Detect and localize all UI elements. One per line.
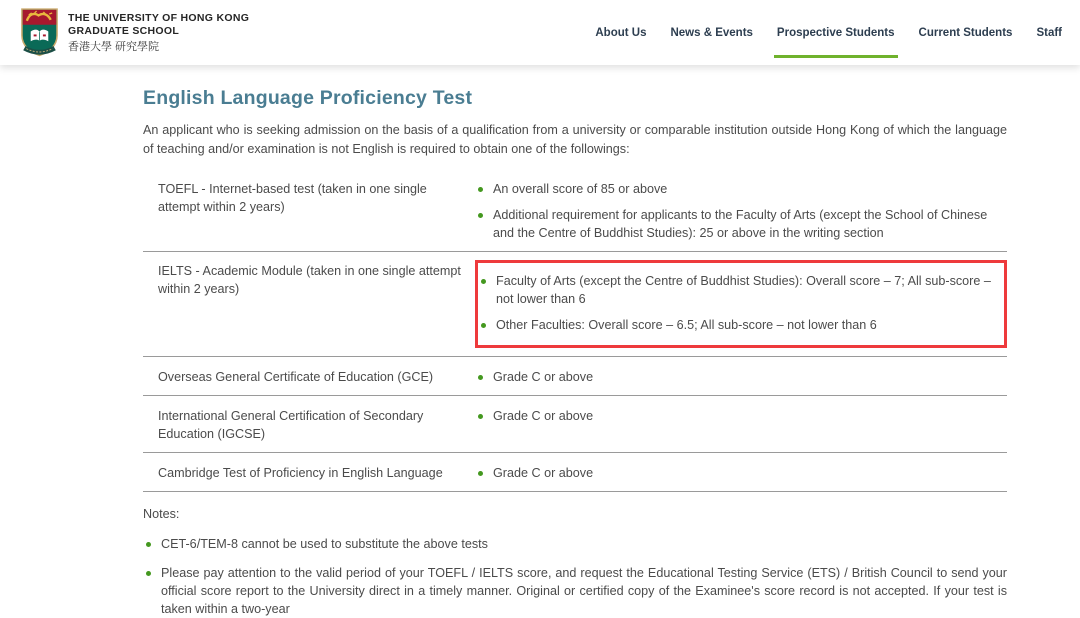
requirement-item: Additional requirement for applicants to the Faculty of Arts (except the School of Chinese and the Centre of Buddhist Studies): 25 or above in the writing section — [475, 206, 1007, 242]
table-row-gce — [143, 357, 1007, 396]
requirements-cell — [475, 368, 1007, 386]
requirement-item: Other Faculties: Overall score – 6.5; All sub-score – not lower than 6 — [478, 316, 994, 334]
logo-line-chinese: 香港大學 研究學院 — [68, 40, 160, 53]
nav-item-prospective-students[interactable]: Prospective Students — [777, 23, 895, 43]
requirement-item: Grade C or above — [475, 464, 1007, 482]
intro-paragraph: An applicant who is seeking admission on the basis of a qualification from a university or comparable institution outside Hong Kong of which the language of teaching and/or examination is not English is required to obtain one of the followings: — [143, 123, 1007, 156]
note-item: CET-6/TEM-8 cannot be used to substitute the above tests — [143, 535, 1007, 553]
test-name-cell: Cambridge Test of Proficiency in English Language — [158, 466, 443, 480]
notes-heading: Notes: — [143, 507, 180, 521]
highlight-box — [475, 260, 1007, 348]
note-item: Please pay attention to the valid period of your TOEFL / IELTS score, and request the Educational Testing Service (ETS) / British Council to send your official score report to the University direct in a timely manner. Original or certified copy of the Examinee's score record is not accepted. If your test is taken within a two-year — [143, 564, 1007, 618]
test-name-cell: International General Certification of Secondary Education (IGCSE) — [158, 409, 424, 441]
main-content — [0, 65, 1080, 618]
test-name-cell: IELTS - Academic Module (taken in one single attempt within 2 years) — [158, 264, 461, 296]
nav-item-news-events[interactable]: News & Events — [670, 26, 753, 39]
requirement-item: Faculty of Arts (except the Centre of Buddhist Studies): Overall score – 7; All sub-score – not lower than 6 — [478, 272, 994, 308]
nav-item-about-us[interactable]: About Us — [595, 26, 647, 39]
hku-logo-link[interactable] — [20, 8, 249, 57]
table-row-toefl — [143, 169, 1007, 252]
table-row-ielts — [143, 252, 1007, 357]
requirements-cell — [475, 407, 1007, 443]
logo-line-1: THE UNIVERSITY OF HONG KONG — [68, 11, 250, 24]
logo-text — [68, 12, 249, 54]
requirement-item: Grade C or above — [475, 407, 1007, 425]
nav-item-current-students[interactable]: Current Students — [918, 26, 1013, 39]
table-row-cambridge — [143, 453, 1007, 492]
notes-section — [143, 505, 1007, 618]
main-nav — [595, 23, 1062, 43]
requirements-cell — [475, 464, 1007, 482]
requirements-table — [143, 169, 1007, 492]
table-row-igcse — [143, 396, 1007, 453]
requirement-item: An overall score of 85 or above — [475, 180, 1007, 198]
page-title: English Language Proficiency Test — [143, 87, 473, 109]
site-header — [0, 0, 1080, 65]
nav-item-staff[interactable]: Staff — [1036, 26, 1062, 39]
test-name-cell: TOEFL - Internet-based test (taken in one single attempt within 2 years) — [158, 182, 427, 214]
requirement-item: Grade C or above — [475, 368, 1007, 386]
hku-crest-icon — [20, 8, 59, 57]
logo-line-2: GRADUATE SCHOOL — [68, 24, 180, 37]
requirements-cell — [475, 180, 1007, 242]
test-name-cell: Overseas General Certificate of Education (GCE) — [158, 370, 434, 384]
